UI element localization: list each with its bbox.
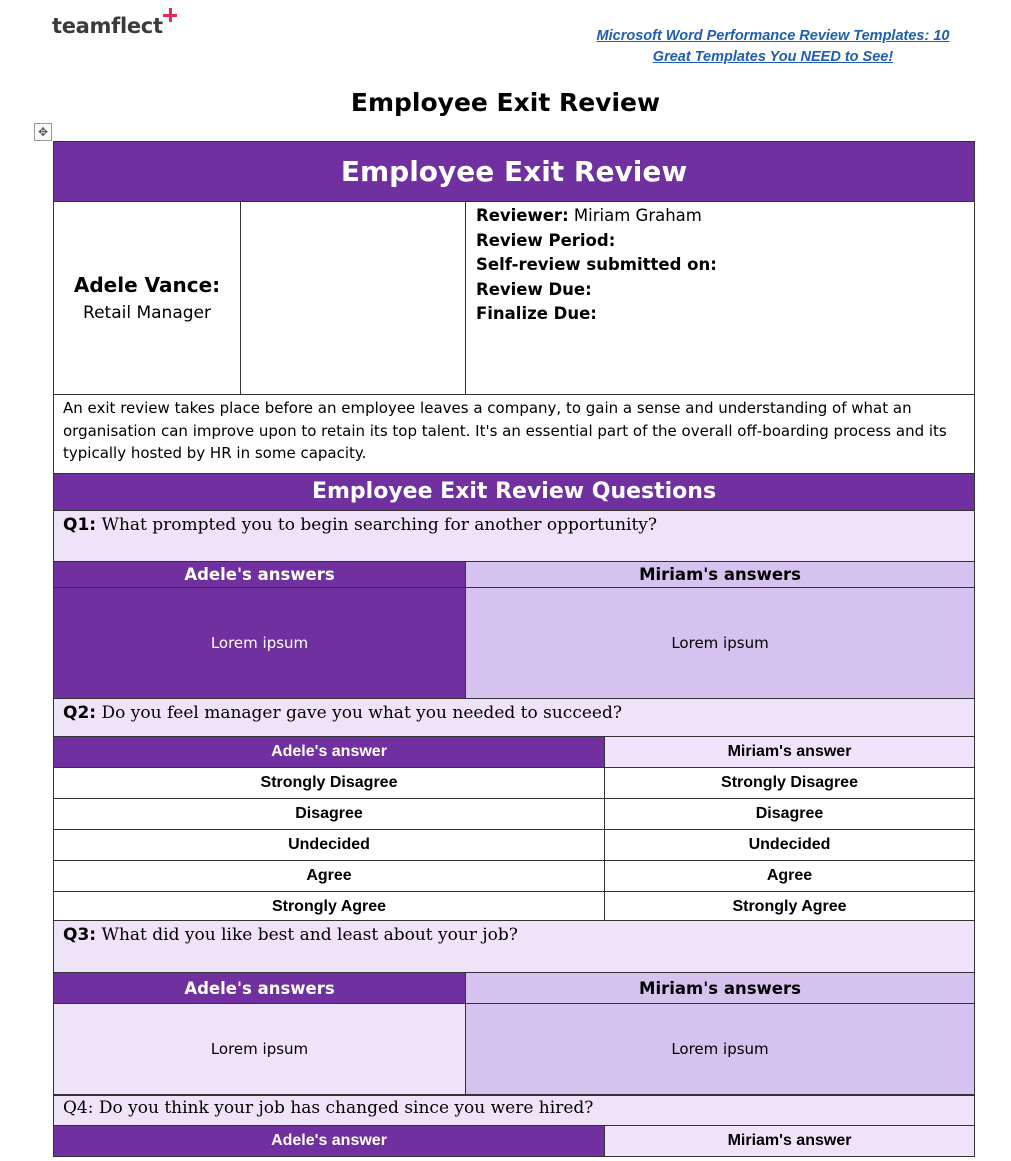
q3-question: Q3: What did you like best and least about your job? [54,921,975,973]
q1-question: Q1: What prompted you to begin searching for another opportunity? [54,510,975,561]
q2-col-b-header: Miriam's answer [605,737,975,768]
q2-option-b[interactable]: Disagree [605,799,975,830]
q1-answer-b[interactable]: Lorem ipsum [466,587,975,698]
employee-role: Retail Manager [83,303,211,323]
employee-name: Adele Vance: [73,273,221,297]
q3-col-a-header: Adele's answers [54,973,466,1004]
q2-option-b[interactable]: Undecided [605,830,975,861]
logo-text: teamflect [52,14,163,38]
q3-answer-a[interactable]: Lorem ipsum [54,1004,466,1095]
review-period-row: Review Period: [476,230,616,250]
q2-option-a[interactable]: Agree [54,861,605,892]
q2-option-a[interactable]: Strongly Disagree [54,768,605,799]
photo-cell [241,202,466,395]
q2-options-table [53,736,975,923]
q4-table [53,1095,975,1157]
q2-option-b[interactable]: Agree [605,861,975,892]
q2-question: Q2: Do you feel manager gave you what you needed to succeed? [54,698,975,739]
q4-col-b-header: Miriam's answer [605,1126,975,1157]
reviewer-row: Reviewer: Miriam Graham [476,206,702,225]
table-header: Employee Exit Review [54,142,975,202]
q1-answer-a[interactable]: Lorem ipsum [54,587,466,698]
finalize-due-row: Finalize Due: [476,304,597,323]
templates-link[interactable]: Microsoft Word Performance Review Templates: 10 Great Templates You NEED to See! [596,28,950,65]
q2-col-a-header: Adele's answer [54,737,605,768]
q2-option-b[interactable]: Strongly Agree [605,892,975,923]
table-move-handle-icon[interactable]: ✥ [34,123,52,141]
q2-option-a[interactable]: Undecided [54,830,605,861]
reviewer-info-cell [466,202,975,395]
q3-col-b-header: Miriam's answers [466,973,975,1004]
document-title: Employee Exit Review [350,88,661,117]
q1-col-b-header: Miriam's answers [466,561,975,587]
q3-table [53,920,975,1095]
self-review-row: Self-review submitted on: [476,255,717,274]
plus-icon [163,8,177,22]
q4-col-a-header: Adele's answer [54,1126,605,1157]
q2-option-a[interactable]: Disagree [54,799,605,830]
q4-question: Q4: Do you think your job has changed since you were hired? [54,1096,975,1126]
description: An exit review takes place before an employee leaves a company, to gain a sense and understanding of what an organisation can improve upon to retain its top talent. It's an essential part of the overall off-boarding process and its typically hosted by HR in some capacity. [54,395,975,474]
employee-cell [54,202,241,395]
teamflect-logo [52,14,163,38]
review-due-row: Review Due: [476,279,592,299]
questions-header: Employee Exit Review Questions [54,473,975,510]
q3-answer-b[interactable]: Lorem ipsum [466,1004,975,1095]
exit-review-table [53,141,975,740]
q2-option-b[interactable]: Strongly Disagree [605,768,975,799]
q1-col-a-header: Adele's answers [54,561,466,587]
q2-option-a[interactable]: Strongly Agree [54,892,605,923]
